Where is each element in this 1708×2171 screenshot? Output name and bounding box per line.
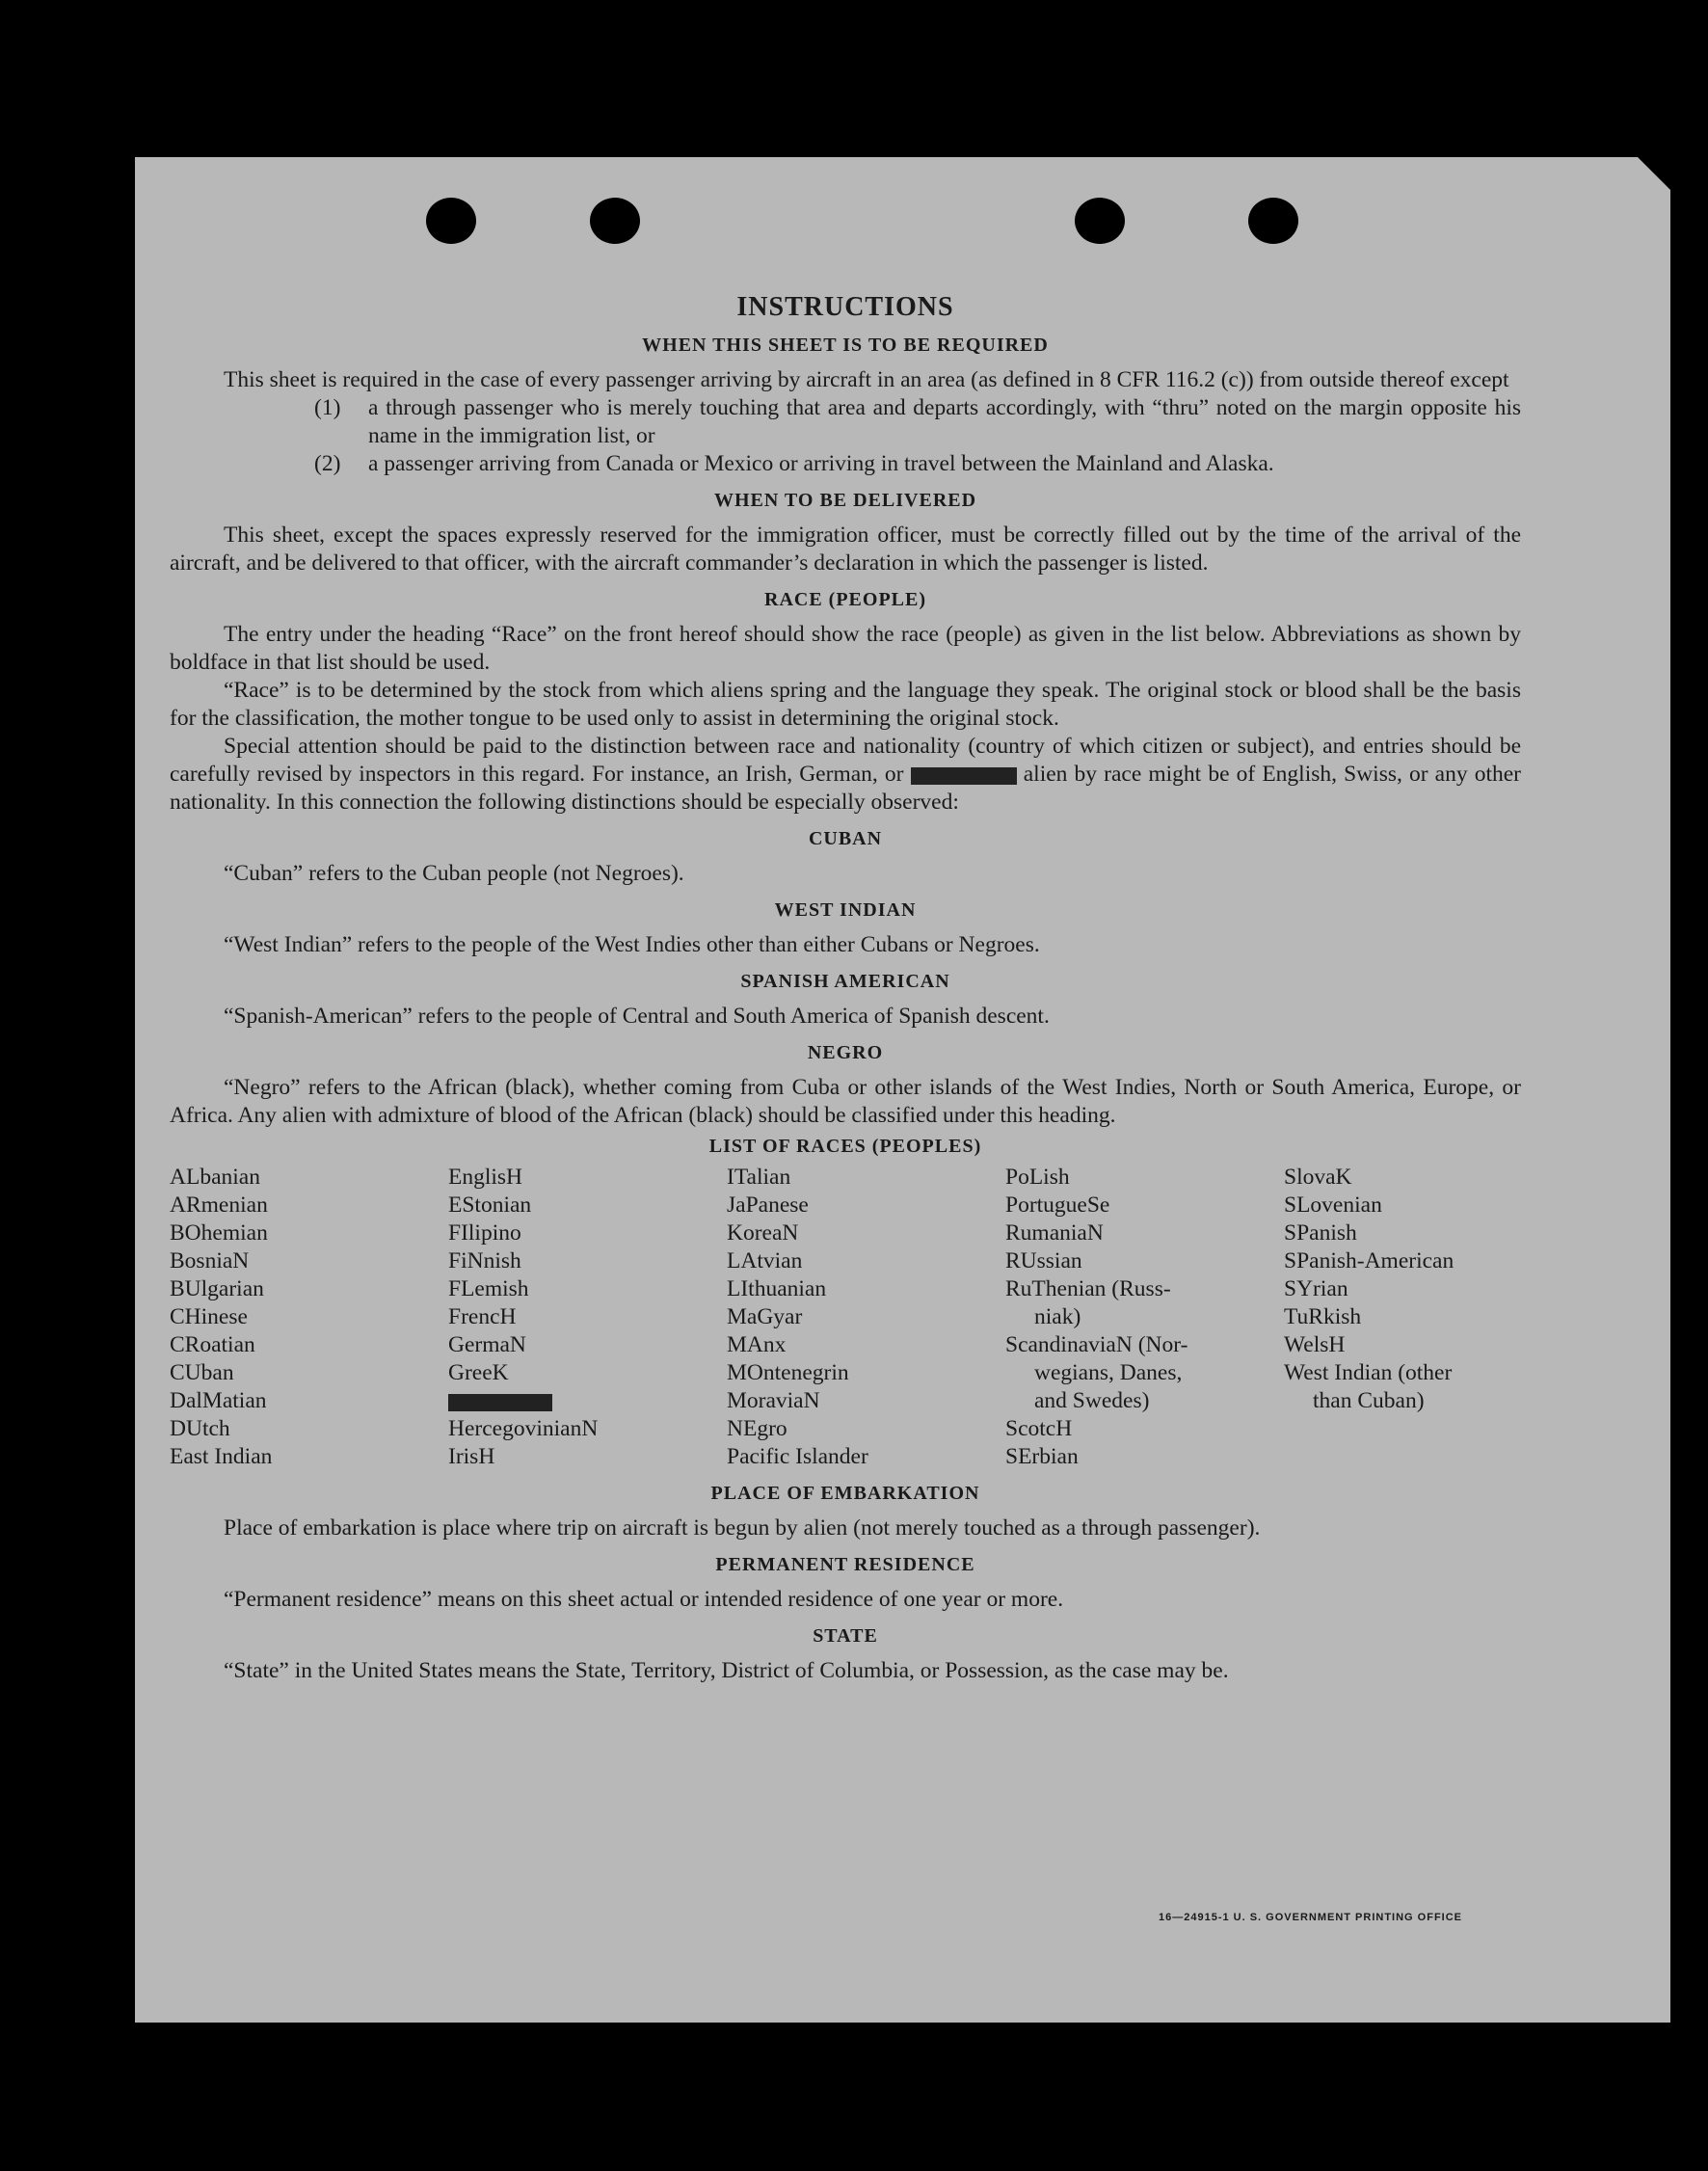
race-item: RUssian (1005, 1248, 1082, 1273)
paragraph-text: Special attention should be paid to the distinction between race and nationality (country of which citizen or subject), and entries should be carefully revised by inspectors in this regard. For instance, an Irish, German, or (170, 734, 1521, 787)
race-item: JaPanese (727, 1193, 809, 1218)
paragraph: “Negro” refers to the African (black), whether coming from Cuba or other islands of the West Indies, North or South America, Europe, or Africa. Any alien with admixture of blood of the African (black) should be classified under this heading. (170, 1075, 1521, 1128)
paragraph: Place of embarkation is place where trip on aircraft is begun by alien (not merely touched as a through passenger). (224, 1515, 1261, 1541)
heading-state: STATE (813, 1625, 878, 1647)
list-item (170, 394, 1521, 450)
punch-hole (426, 198, 476, 244)
punch-hole (1075, 198, 1125, 244)
punch-hole (590, 198, 640, 244)
paragraph (170, 733, 1521, 817)
race-item: FIlipino (448, 1220, 521, 1246)
heading-negro: NEGRO (807, 1042, 884, 1063)
race-item: HercegovinianN (448, 1416, 599, 1441)
race-item: BOhemian (170, 1220, 268, 1246)
heading-west-indian: WEST INDIAN (774, 899, 917, 921)
race-item: NEgro (727, 1416, 787, 1441)
list-item-text: a passenger arriving from Canada or Mexico or arriving in travel between the Mainland and Alaska. (368, 451, 1274, 476)
heading-races: LIST OF RACES (PEOPLES) (708, 1136, 982, 1157)
race-item: Pacific Islander (727, 1444, 868, 1469)
heading-race: RACE (PEOPLE) (764, 589, 926, 610)
race-item: wegians, Danes, (1034, 1360, 1183, 1385)
list-item-text: a through passenger who is merely touching that area and departs accordingly, with “thru” noted on the margin opposite his name in the immigration list, or (368, 395, 1521, 448)
race-item: PoLish (1005, 1165, 1070, 1190)
list-item (170, 450, 1521, 478)
race-item: ALbanian (170, 1165, 260, 1190)
race-item: CUban (170, 1360, 234, 1385)
heading-delivered: WHEN TO BE DELIVERED (713, 490, 977, 511)
race-item: DUtch (170, 1416, 230, 1441)
race-item: ARmenian (170, 1193, 268, 1218)
heading-residence: PERMANENT RESIDENCE (715, 1554, 975, 1575)
race-column (448, 1164, 727, 1471)
race-item: SYrian (1284, 1276, 1348, 1301)
heading-cuban: CUBAN (808, 828, 883, 849)
race-item: CRoatian (170, 1332, 255, 1357)
race-item: MAnx (727, 1332, 787, 1357)
race-item: niak) (1034, 1304, 1081, 1329)
race-item: RuThenian (Russ- (1005, 1276, 1171, 1301)
heading-required: WHEN THIS SHEET IS TO BE REQUIRED (642, 335, 1049, 356)
race-item: SLovenian (1284, 1193, 1382, 1218)
race-item: ScandinaviaN (Nor- (1005, 1332, 1188, 1357)
race-item: LIthuanian (727, 1276, 827, 1301)
race-item: RumaniaN (1005, 1220, 1104, 1246)
race-item: PortugueSe (1005, 1193, 1110, 1218)
race-item: IrisH (448, 1444, 495, 1469)
race-item: ITalian (727, 1165, 791, 1190)
race-column (170, 1164, 448, 1471)
punch-hole (1248, 198, 1298, 244)
heading-embarkation: PLACE OF EMBARKATION (710, 1483, 980, 1504)
race-column (1284, 1164, 1521, 1471)
race-item: FLemish (448, 1276, 529, 1301)
race-list (170, 1164, 1521, 1471)
paragraph: “Spanish-American” refers to the people of Central and South America of Spanish descent. (224, 1004, 1050, 1029)
paragraph: The entry under the heading “Race” on the front hereof should show the race (people) as given in the list below. Abbreviations as shown by boldface in that list should be used. (170, 622, 1521, 675)
race-item: SPanish-American (1284, 1248, 1454, 1273)
race-item: EnglisH (448, 1165, 523, 1190)
instructions-content (170, 292, 1521, 1685)
race-item: EStonian (448, 1193, 532, 1218)
redacted-word (448, 1394, 552, 1411)
race-item: FrencH (448, 1304, 517, 1329)
race-item: than Cuban) (1313, 1388, 1425, 1413)
race-item: LAtvian (727, 1248, 803, 1273)
race-item: GreeK (448, 1360, 509, 1385)
race-item: DalMatian (170, 1388, 267, 1413)
printing-office-code: 16—24915-1 U. S. GOVERNMENT PRINTING OFFICE (1159, 1912, 1463, 1923)
race-item: SPanish (1284, 1220, 1357, 1246)
paragraph: “Race” is to be determined by the stock from which aliens spring and the language they speak. The original stock or blood shall be the basis for the classification, the mother tongue to be used only to assist in determining the original stock. (170, 678, 1521, 731)
race-item: SErbian (1005, 1444, 1079, 1469)
race-item: MaGyar (727, 1304, 803, 1329)
race-item: CHinese (170, 1304, 248, 1329)
paragraph: “Cuban” refers to the Cuban people (not Negroes). (224, 861, 684, 886)
heading-spanish-american: SPANISH AMERICAN (740, 971, 950, 992)
paragraph: This sheet is required in the case of every passenger arriving by aircraft in an area (as defined in 8 CFR 116.2 (c)) from outside thereof except (224, 367, 1509, 392)
paragraph: “Permanent residence” means on this sheet actual or intended residence of one year or more. (224, 1587, 1064, 1612)
race-item: BUlgarian (170, 1276, 264, 1301)
race-item: West Indian (other (1284, 1360, 1453, 1385)
paragraph-text: alien by race might be of English, Swiss, or any other nationality. In this connection the following distinctions should be especially observed: (170, 762, 1522, 815)
redacted-word (911, 767, 1017, 785)
race-item: BosniaN (170, 1248, 250, 1273)
paragraph: “State” in the United States means the State, Territory, District of Columbia, or Possession, as the case may be. (224, 1658, 1229, 1683)
race-item-redacted (448, 1387, 727, 1415)
race-item: GermaN (448, 1332, 526, 1357)
list-item-number: (2) (314, 451, 341, 476)
document-page (135, 157, 1670, 2023)
list-item-number: (1) (314, 395, 341, 420)
race-item: East Indian (170, 1444, 273, 1469)
page-title: INSTRUCTIONS (736, 292, 954, 322)
race-item: WelsH (1284, 1332, 1346, 1357)
race-item: FiNnish (448, 1248, 521, 1273)
race-column (727, 1164, 1005, 1471)
race-item: ScotcH (1005, 1416, 1073, 1441)
paragraph: “West Indian” refers to the people of the West Indies other than either Cubans or Negroes. (224, 932, 1040, 957)
race-item: KoreaN (727, 1220, 799, 1246)
race-item: and Swedes) (1034, 1388, 1150, 1413)
race-item: SlovaK (1284, 1165, 1352, 1190)
race-item: MoraviaN (727, 1388, 820, 1413)
race-column (1005, 1164, 1284, 1471)
clipped-corner (1638, 157, 1670, 190)
paragraph: This sheet, except the spaces expressly reserved for the immigration officer, must be correctly filled out by the time of the arrival of the aircraft, and be delivered to that officer, with the aircraft commander’s declaration in which the passenger is listed. (170, 523, 1521, 576)
race-item: TuRkish (1284, 1304, 1362, 1329)
race-item: MOntenegrin (727, 1360, 849, 1385)
